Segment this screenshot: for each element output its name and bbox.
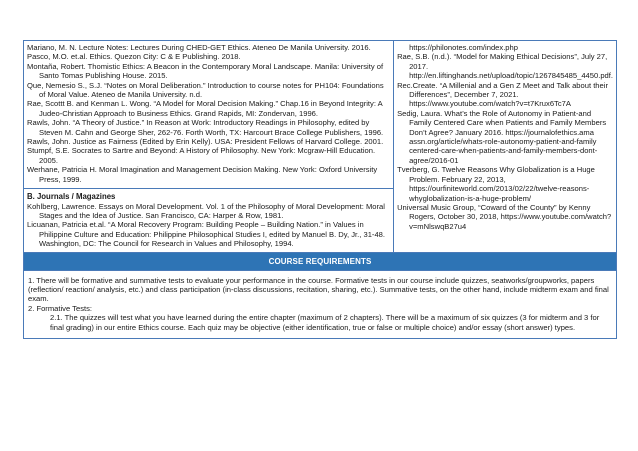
reference-entry: Rec.Create. “A Millenial and a Gen Z Meet and Talk about their Differences”, December 7, 2021. https://www.youtube.com/watch?v=t7Krux6Tc7A [397,80,608,109]
references-left-column [24,41,394,252]
reference-entry: Universal Music Group, “Coward of the County” by Kenny Rogers, October 30, 2018, https://www.youtube.com/watch?v=mNlswqB27u4 [397,202,612,231]
reference-entry: Que, Nemesio S., S.J. “Notes on Moral Deliberation.” Introduction to course notes for PH104: Foundations of Moral Value. Ateneo de Manila University. n.d. [27,80,384,100]
reference-entry: Rawls, John. Justice as Fairness (Edited by Erin Kelly). USA: President Fellows of Harvard College. 2001. [27,137,384,147]
reference-entry: Pasco, M.O. et.al. Ethics. Quezon City: C & E Publishing. 2018. [27,52,241,62]
references-right-column [394,41,616,252]
course-syllabus-sheet [23,40,617,339]
journal-entry: Licuanan, Patricia et.al. “A Moral Recovery Program: Building People – Building Nation.” in Values in Philippine Culture and Education: Philippine Philosophical Studies I, edited by Manuel B. Dy, Jr., 31-48. Washington, DC: The Council for Research in Values and Philosophy, 1994. [27,220,386,249]
journals-heading: B. Journals / Magazines [27,192,116,202]
reference-entry: Mariano, M. N. Lecture Notes: Lectures During CHED-GET Ethics. Ateneo De Manila University. 2016. [27,43,371,52]
reference-entry: https://philonotes.com/index.php [409,43,518,52]
reference-entry: Tverberg, G. Twelve Reasons Why Globalization is a Huge Problem. February 22, 2013, https://ourfiniteworld.com/2013/02/22/twelve-reasons-whyglobalization-is-a-huge-problem/ [397,165,595,203]
course-requirements-body [24,271,616,338]
reference-entry: Rae, S.B. (n.d.). “Model for Making Ethical Decisions”, July 27, 2017. http://en.liftinghands.net/upload/topic/1267845485_4450.pdf. [397,52,613,81]
requirement-subitem: 2.1. The quizzes will test what you have learned during the entire chapter (maximum of 2 chapters). There will be a maximum of six quizzes (3 for midterm and 3 for final grading) in our entire Ethics course. Each quiz may be objective (either identification, true or false or multiple choice) and/or essay (short answer) types. [50,313,600,332]
requirement-paragraph: 2. Formative Tests: [28,303,93,313]
requirement-paragraph: 1. There will be formative and summative tests to evaluate your performance in the course. Formative tests in our course include quizzes, seatworks/groupworks, papers (reflection/ reaction/ analysis, etc.) and class participation (in-class discussions, recitation, sharing, etc.). Summative tests, on the other hand, include midterm exam and final exam. [28,275,609,304]
reference-entry: Werhane, Patricia H. Moral Imagination and Management Decision Making. New York: Oxford University Press, 1999. [27,165,378,184]
reference-entry: Stumpf, S.E. Socrates to Sartre and Beyond: A History of Philosophy. New York: Mcgraw-Hill Education. 2005. [27,146,376,165]
journal-entry: Kohlberg, Lawrence. Essays on Moral Development. Vol. 1 of the Philosophy of Moral Development: Moral Stages and the Idea of Justice. San Francisco, CA: Harper & Row, 1981. [27,201,385,220]
journals-section [24,188,393,248]
course-requirements-header: COURSE REQUIREMENTS [24,253,616,271]
references-table [24,41,616,253]
reference-entry: Rae, Scottt B. and Kenman L. Wong. “A Model for Moral Decision Making.” Chap.16 in Beyond Integrity: A Judeo-Christian Approach to Business Ethics. Grand Rapids, MI: Zondervan, 1996. [27,99,383,118]
reference-entry: Sedig, Laura. What’s the Role of Autonomy in Patient-and Family Centered Care when Patients and Family Members Don’t Agree? January 2016. https://journalofethics.ama assn.org/article/whats-role-autonomy-patient-and-family centered-care-when-patients-and-family-members-dont-agree/2016-01 [397,108,607,165]
reference-entry: Montaña, Robert. Thomistic Ethics: A Beacon in the Contemporary Moral Landscape. Manila: University of Santo Tomas Publishing House. 2015. [27,61,384,81]
reference-entry: Rawls, John. “A Theory of Justice.” In Reason at Work: Introductory Readings in Philosophy, edited by Steven M. Cahn and George Sher, 262-76. Forth Worth, TX: Harcourt Brace College Publishers, 1996. [27,118,384,137]
